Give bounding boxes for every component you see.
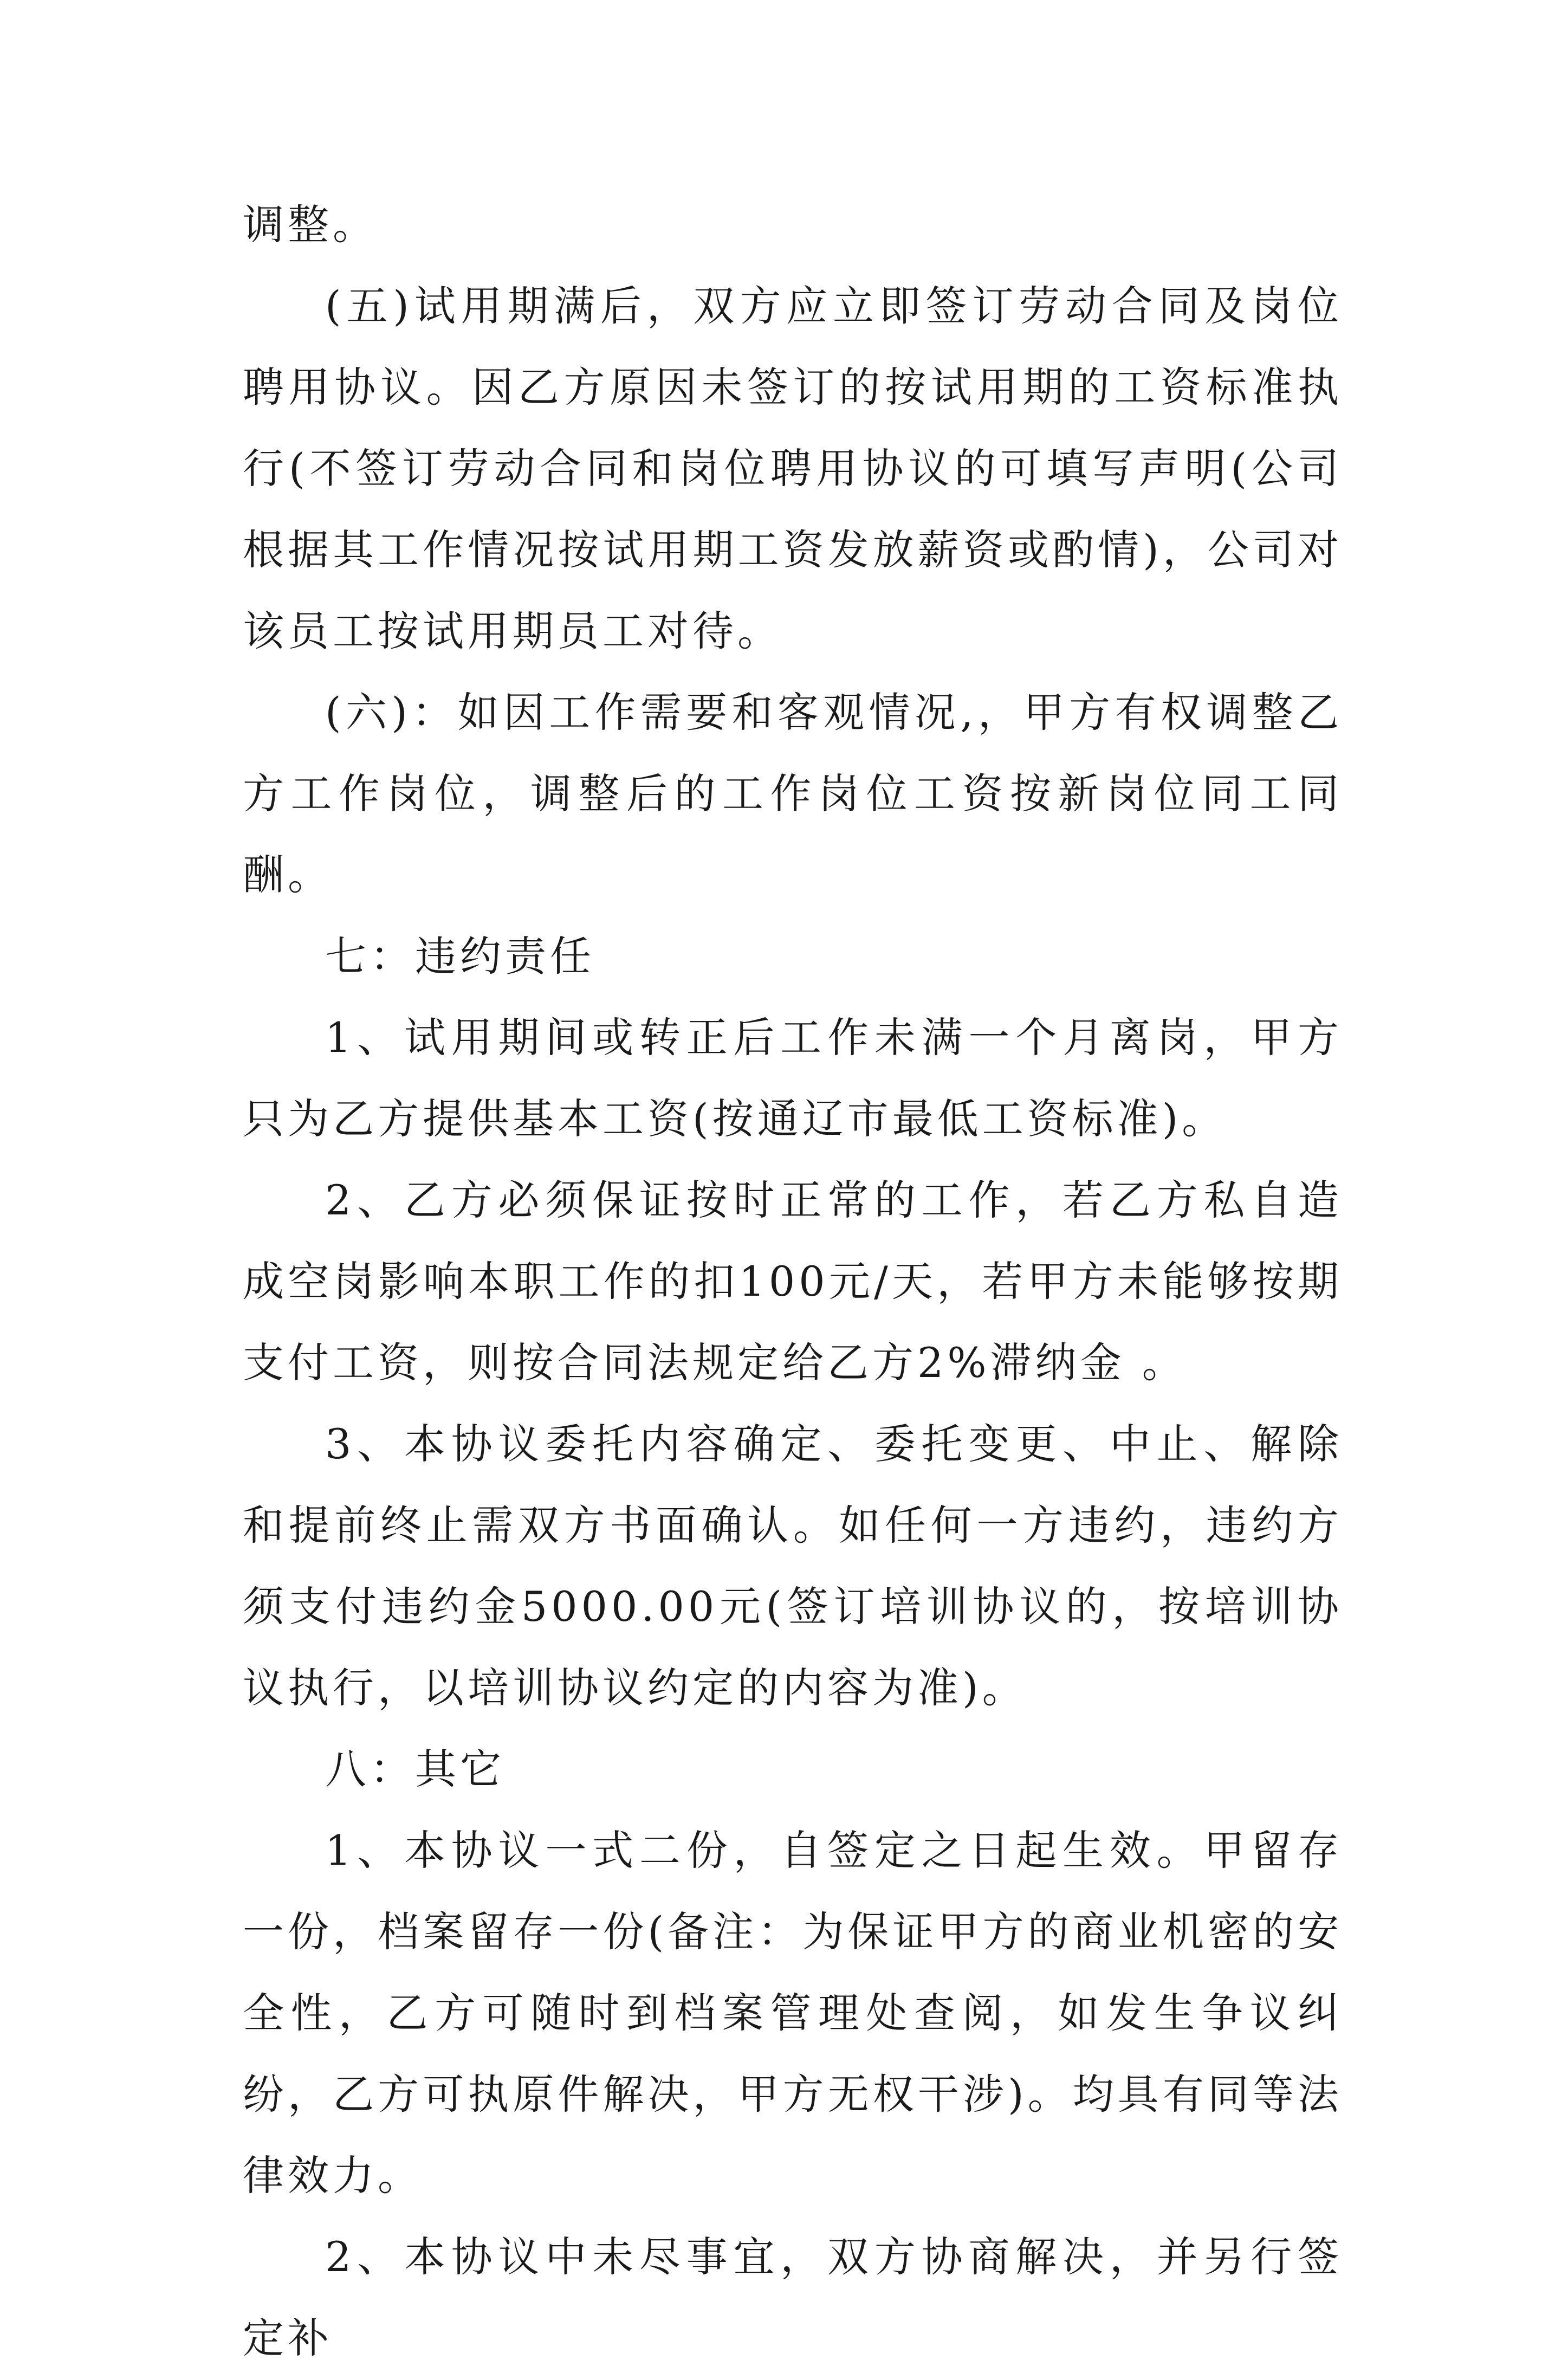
paragraph-breach-1: 1、试用期间或转正后工作未满一个月离岗，甲方只为乙方提供基本工资(按通辽市最低工资标准)。 bbox=[243, 1013, 1343, 1143]
paragraph-clause-6: (六)：如因工作需要和客观情况,，甲方有权调整乙方工作岗位，调整后的工作岗位工资按新岗位同工同酬。 bbox=[243, 688, 1343, 899]
section-heading-breach: 七：违约责任 bbox=[325, 932, 595, 980]
paragraph-other-2: 2、本协议中未尽事宜，双方协商解决，并另行签定补 bbox=[243, 2233, 1343, 2362]
paragraph-other-1: 1、本协议一式二份，自签定之日起生效。甲留存一份，档案留存一份(备注：为保证甲方的商业机密的安全性，乙方可随时到档案管理处查阅，如发生争议纠纷，乙方可执原件解决，甲方无权干涉)。均具有同等法律效力。 bbox=[243, 1826, 1343, 2200]
document-body bbox=[243, 184, 1343, 2379]
paragraph-continuation: 调整。 bbox=[243, 201, 378, 249]
paragraph-breach-3: 3、本协议委托内容确定、委托变更、中止、解除和提前终止需双方书面确认。如任何一方违约，违约方须支付违约金5000.00元(签订培训协议的，按培训协议执行，以培训协议约定的内容为准)。 bbox=[243, 1420, 1343, 1712]
section-heading-other: 八：其它 bbox=[325, 1745, 505, 1793]
paragraph-clause-5: (五)试用期满后，双方应立即签订劳动合同及岗位聘用协议。因乙方原因未签订的按试用期的工资标准执行(不签订劳动合同和岗位聘用协议的可填写声明(公司根据其工作情况按试用期工资发放薪资或酌情)，公司对该员工按试用期员工对待。 bbox=[243, 282, 1343, 655]
paragraph-breach-2: 2、乙方必须保证按时正常的工作，若乙方私自造成空岗影响本职工作的扣100元/天，若甲方未能够按期支付工资，则按合同法规定给乙方2%滞纳金 。 bbox=[243, 1176, 1343, 1387]
